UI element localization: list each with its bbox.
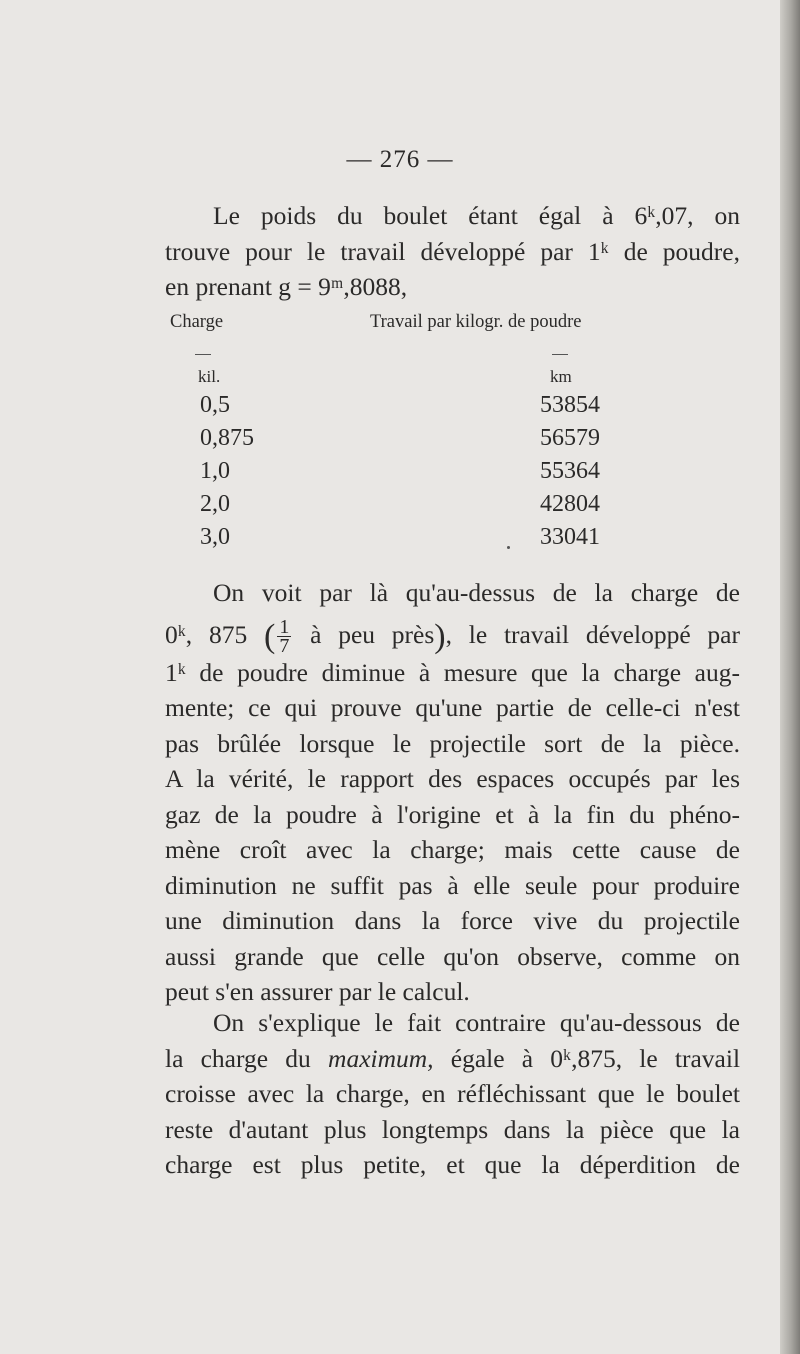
intro-line-1: Le poids du boulet étant égal à 6ᵏ,07, on: [213, 201, 740, 230]
open-paren: (: [263, 617, 276, 655]
print-speck: [507, 546, 510, 549]
body1-line-2-end: , le travail développé par: [445, 619, 740, 649]
page-number: — 276 —: [346, 146, 454, 173]
body1-line-2-approx: à peu près: [310, 619, 435, 649]
body2-line: croisse avec la charge, en réfléchissant que le boulet: [165, 1079, 740, 1108]
fraction-one-seventh: $\frac{1}{7}$: [279, 616, 290, 658]
table-cell-travail: 53854: [540, 392, 600, 418]
body1-line: peut s'en assurer par le calcul.: [165, 977, 470, 1007]
body1-line: diminution ne suffit pas à elle seule pour produire: [165, 870, 740, 900]
unit-charge: kil.: [198, 367, 221, 386]
table-cell-charge: 3,0: [200, 524, 230, 550]
body1-line: mène croît avec la charge; mais cette cause de: [165, 835, 740, 865]
header-charge: Charge: [170, 312, 224, 332]
charge-travail-table: [165, 312, 740, 552]
table-cell-travail: 55364: [540, 458, 600, 484]
body1-line: gaz de la poudre à l'origine et à la fin du phéno-: [165, 799, 740, 829]
header-dash-travail: [552, 354, 568, 355]
body1-line: pas brûlée lorsque le projectile sort de la pièce.: [165, 728, 740, 758]
body2-line-2-end: égale à 0ᵏ,875, le travail: [450, 1043, 741, 1073]
italic-maximum: maximum,: [328, 1043, 434, 1073]
body1-line-2-start: 0ᵏ, 875: [165, 619, 248, 649]
body1-line: A la vérité, le rapport des espaces occupés par les: [165, 764, 740, 794]
body1-line: 1ᵏ de poudre diminue à mesure que la charge aug-: [165, 657, 740, 687]
header-travail: Travail par kilogr. de poudre: [370, 312, 582, 332]
table-cell-travail: 56579: [540, 425, 600, 451]
body1-line: aussi grande que celle qu'on observe, comme on: [165, 941, 740, 971]
table-cell-charge: 0,875: [200, 425, 254, 451]
body-paragraph-1: [165, 575, 740, 1010]
table-cell-charge: 2,0: [200, 491, 230, 517]
body2-line-2: [165, 1041, 740, 1077]
body1-line: une diminution dans la force vive du projectile: [165, 906, 740, 936]
body2-line-2-start: la charge du: [165, 1043, 311, 1073]
body-paragraph-2: [165, 1005, 740, 1183]
body1-line: mente; ce qui prouve qu'une partie de celle-ci n'est: [165, 693, 740, 723]
header-dash-charge: [195, 354, 211, 355]
body2-line: charge est plus petite, et que la déperdition de: [165, 1150, 740, 1179]
intro-line-3: en prenant g = 9ᵐ,8088,: [165, 272, 408, 301]
table-cell-travail: 33041: [540, 524, 600, 550]
body2-line: reste d'autant plus longtemps dans la pièce que la: [165, 1114, 740, 1144]
body2-line-1: On s'explique le fait contraire qu'au-dessous de: [213, 1008, 740, 1037]
close-paren: ): [434, 617, 446, 655]
body1-line-1: On voit par là qu'au-dessus de la charge de: [213, 578, 740, 607]
page-edge-shadow: [780, 0, 800, 1354]
table-cell-travail: 42804: [540, 491, 600, 517]
unit-travail: km: [550, 367, 572, 386]
table-cell-charge: 0,5: [200, 392, 230, 418]
table-cell-charge: 1,0: [200, 458, 230, 484]
body1-line-2: [165, 611, 740, 661]
intro-line-2: trouve pour le travail développé par 1ᵏ de poudre,: [165, 236, 740, 266]
intro-paragraph: [165, 198, 740, 305]
